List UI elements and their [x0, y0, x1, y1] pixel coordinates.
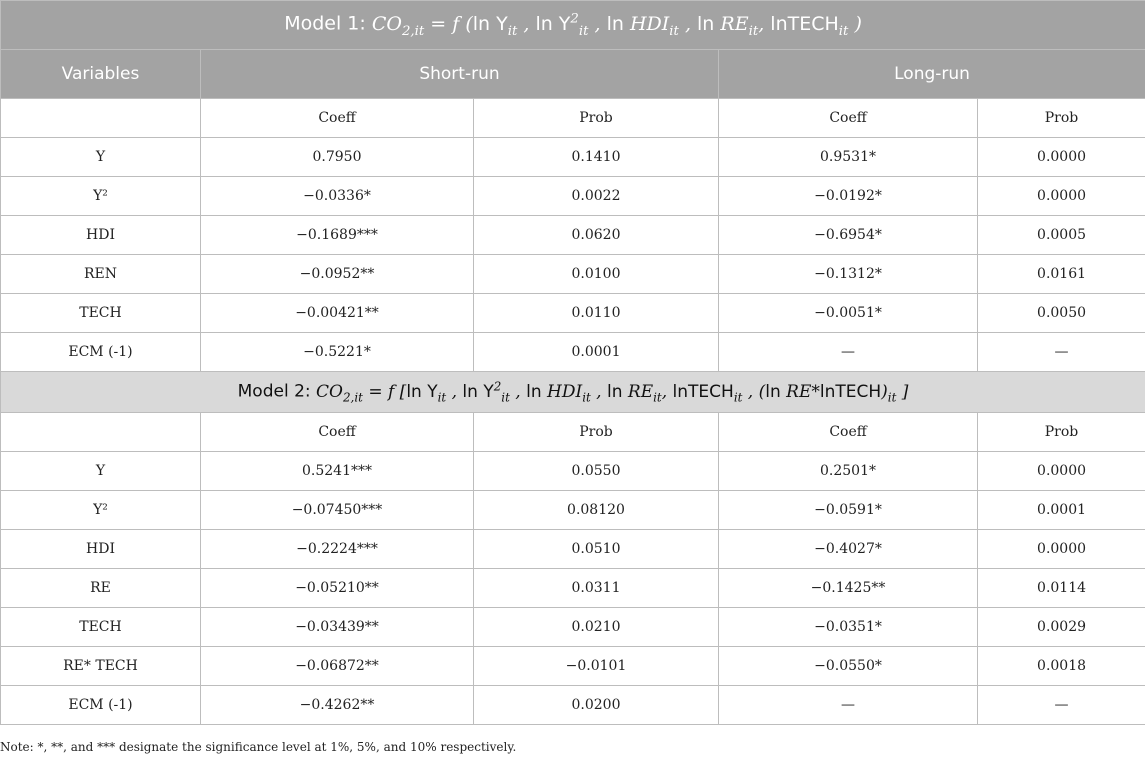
- subheader-lr-coeff: Coeff: [719, 413, 978, 452]
- lr-prob-cell: 0.0050: [978, 294, 1145, 333]
- variable-cell: HDI: [1, 216, 201, 255]
- sr-prob-cell: 0.0550: [474, 452, 719, 491]
- lr-prob-cell: —: [978, 333, 1145, 372]
- sr-coeff-cell: −0.03439**: [201, 608, 474, 647]
- sr-prob-cell: 0.0210: [474, 608, 719, 647]
- model2-label: Model 2:: [237, 382, 311, 403]
- subheader-lr-coeff: Coeff: [719, 99, 978, 138]
- model2-title-row: [1, 372, 1145, 413]
- variable-cell: ECM (-1): [1, 686, 201, 725]
- table-row: [1, 608, 1145, 647]
- variable-cell: TECH: [1, 608, 201, 647]
- header-short-run: Short-run: [201, 50, 719, 99]
- lr-prob-cell: 0.0000: [978, 452, 1145, 491]
- variable-cell: Y: [1, 452, 201, 491]
- model1-title-row: [1, 1, 1145, 50]
- sr-coeff-cell: 0.7950: [201, 138, 474, 177]
- lr-coeff-cell: −0.1312*: [719, 255, 978, 294]
- lr-prob-cell: 0.0000: [978, 530, 1145, 569]
- lr-coeff-cell: −0.1425**: [719, 569, 978, 608]
- subheader-lr-prob: Prob: [978, 99, 1145, 138]
- sr-coeff-cell: −0.5221*: [201, 333, 474, 372]
- model1-title: [1, 1, 1145, 50]
- lr-prob-cell: 0.0000: [978, 177, 1145, 216]
- table-row: [1, 294, 1145, 333]
- sr-prob-cell: −0.0101: [474, 647, 719, 686]
- table-row: [1, 333, 1145, 372]
- sr-prob-cell: 0.0510: [474, 530, 719, 569]
- lr-coeff-cell: −0.0591*: [719, 491, 978, 530]
- sr-coeff-cell: 0.5241***: [201, 452, 474, 491]
- lr-coeff-cell: −0.0351*: [719, 608, 978, 647]
- lr-prob-cell: 0.0005: [978, 216, 1145, 255]
- model1-equation: $CO_{2,it} = f$ (ln $Y_{it}$ , $\ln Y^2_{it}$ , $\ln HDI_{it}$ , $\ln RE_{it}$, lnTECH$_{it}$ ): [371, 11, 862, 39]
- sr-coeff-cell: −0.2224***: [201, 530, 474, 569]
- lr-coeff-cell: −0.6954*: [719, 216, 978, 255]
- lr-prob-cell: 0.0029: [978, 608, 1145, 647]
- sr-coeff-cell: −0.1689***: [201, 216, 474, 255]
- subheader-sr-prob: Prob: [474, 99, 719, 138]
- sr-prob-cell: 0.08120: [474, 491, 719, 530]
- lr-coeff-cell: −0.4027*: [719, 530, 978, 569]
- table-row: [1, 647, 1145, 686]
- header-variables: Variables: [1, 50, 201, 99]
- variable-cell: RE* TECH: [1, 647, 201, 686]
- sr-coeff-cell: −0.0952**: [201, 255, 474, 294]
- header-long-run: Long-run: [719, 50, 1145, 99]
- sr-prob-cell: 0.0200: [474, 686, 719, 725]
- variable-cell: Y²: [1, 491, 201, 530]
- sr-coeff-cell: −0.4262**: [201, 686, 474, 725]
- table-row: [1, 138, 1145, 177]
- table-row: [1, 255, 1145, 294]
- lr-prob-cell: 0.0000: [978, 138, 1145, 177]
- sr-prob-cell: 0.0100: [474, 255, 719, 294]
- sr-coeff-cell: −0.0336*: [201, 177, 474, 216]
- subheader-sr-coeff: Coeff: [201, 99, 474, 138]
- subheader-lr-prob: Prob: [978, 413, 1145, 452]
- variable-cell: TECH: [1, 294, 201, 333]
- lr-prob-cell: 0.0018: [978, 647, 1145, 686]
- subheader-blank: [1, 99, 201, 138]
- table-row: [1, 491, 1145, 530]
- sr-prob-cell: 0.0022: [474, 177, 719, 216]
- table-row: [1, 216, 1145, 255]
- table-row: [1, 530, 1145, 569]
- lr-coeff-cell: −0.0550*: [719, 647, 978, 686]
- lr-coeff-cell: —: [719, 333, 978, 372]
- variable-cell: ECM (-1): [1, 333, 201, 372]
- lr-coeff-cell: —: [719, 686, 978, 725]
- subheader-sr-coeff: Coeff: [201, 413, 474, 452]
- sr-prob-cell: 0.0001: [474, 333, 719, 372]
- column-header-row: [1, 50, 1145, 99]
- sr-prob-cell: 0.0110: [474, 294, 719, 333]
- variable-cell: HDI: [1, 530, 201, 569]
- subheader-blank: [1, 413, 201, 452]
- sr-prob-cell: 0.0620: [474, 216, 719, 255]
- variable-cell: REN: [1, 255, 201, 294]
- lr-coeff-cell: 0.9531*: [719, 138, 978, 177]
- table-row: [1, 569, 1145, 608]
- lr-prob-cell: 0.0001: [978, 491, 1145, 530]
- table-note: Note: *, **, and *** designate the significance level at 1%, 5%, and 10% respectively.: [0, 740, 517, 754]
- lr-coeff-cell: −0.0051*: [719, 294, 978, 333]
- subheader-sr-prob: Prob: [474, 413, 719, 452]
- sr-prob-cell: 0.0311: [474, 569, 719, 608]
- table-row: [1, 686, 1145, 725]
- sr-coeff-cell: −0.05210**: [201, 569, 474, 608]
- lr-prob-cell: —: [978, 686, 1145, 725]
- variable-cell: Y: [1, 138, 201, 177]
- model2-title: [1, 372, 1145, 413]
- lr-coeff-cell: −0.0192*: [719, 177, 978, 216]
- variable-cell: Y²: [1, 177, 201, 216]
- lr-prob-cell: 0.0114: [978, 569, 1145, 608]
- model1-label: Model 1:: [284, 12, 366, 35]
- table-row: [1, 177, 1145, 216]
- model1-subheader-row: [1, 99, 1145, 138]
- sr-coeff-cell: −0.00421**: [201, 294, 474, 333]
- sr-prob-cell: 0.1410: [474, 138, 719, 177]
- table-row: [1, 452, 1145, 491]
- model2-equation: $CO_{2,it} = f$ [ln $Y_{it}$ , $\ln Y^2_{it}$ , $\ln HDI_{it}$ , $\ln RE_{it}$, lnTECH$_{it}$ , (ln $RE*lnTECH)_{it}$ ]: [316, 379, 909, 405]
- sr-coeff-cell: −0.07450***: [201, 491, 474, 530]
- model2-subheader-row: [1, 413, 1145, 452]
- sr-coeff-cell: −0.06872**: [201, 647, 474, 686]
- lr-prob-cell: 0.0161: [978, 255, 1145, 294]
- variable-cell: RE: [1, 569, 201, 608]
- lr-coeff-cell: 0.2501*: [719, 452, 978, 491]
